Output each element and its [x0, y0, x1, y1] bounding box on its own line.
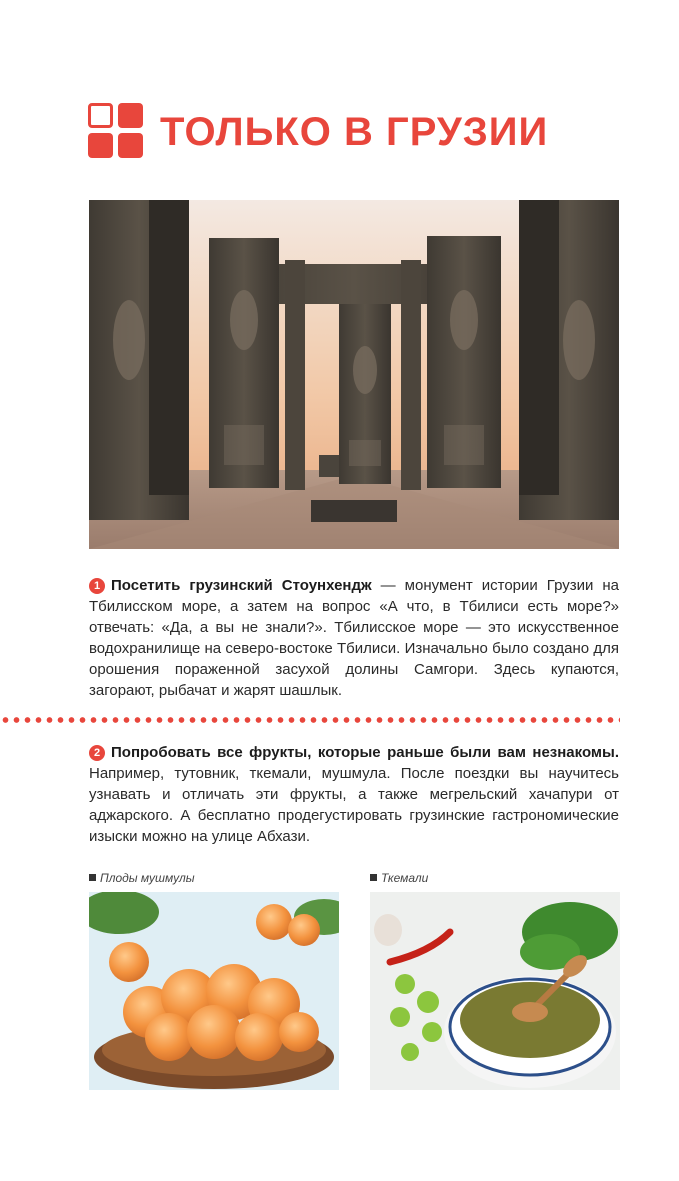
logo-icon — [88, 103, 144, 159]
section-2-text: Например, тутовник, ткемали, мушмула. После поездки вы научитесь узнавать и отличать эти фрукты, а также мегрельский хачапури от аджарского. А бесплатно продегустировать грузинские гастрономические изыски можно на улице Абхази. — [89, 765, 619, 845]
caption-loquat — [89, 871, 195, 885]
section-1-text: — монумент истории Грузии на Тбилисском море, а затем на вопрос «А что, в Тбилиси есть море?» отвечать: «Да, а вы не знали?». Тбилисское море — это искусственное водохранилище на северо-востоке Тбилиси. Изначально было создано для орошения пораженной засухой долины Самгори. Здесь купаются, загорают, рыбачат и жарят шашлык. — [89, 577, 620, 699]
tkemali-photo — [370, 892, 620, 1090]
bullet-square-icon — [370, 874, 377, 881]
section-1-heading: Посетить грузинский Стоунхендж — [111, 577, 372, 594]
loquat-photo — [89, 892, 339, 1090]
caption-loquat-text: Плоды мушмулы — [100, 871, 195, 885]
dotted-divider — [0, 716, 620, 724]
caption-tkemali — [370, 871, 428, 885]
hero-photo — [89, 200, 619, 549]
number-badge: 2 — [89, 745, 105, 761]
bullet-square-icon — [89, 874, 96, 881]
caption-tkemali-text: Ткемали — [381, 871, 429, 885]
section-2-heading: Попробовать все фрукты, которые раньше были вам незнакомы. — [111, 744, 619, 761]
section-1 — [89, 575, 619, 701]
page-title: ТОЛЬКО В ГРУЗИИ — [160, 110, 549, 154]
number-badge: 1 — [89, 578, 105, 594]
section-2 — [89, 742, 619, 847]
